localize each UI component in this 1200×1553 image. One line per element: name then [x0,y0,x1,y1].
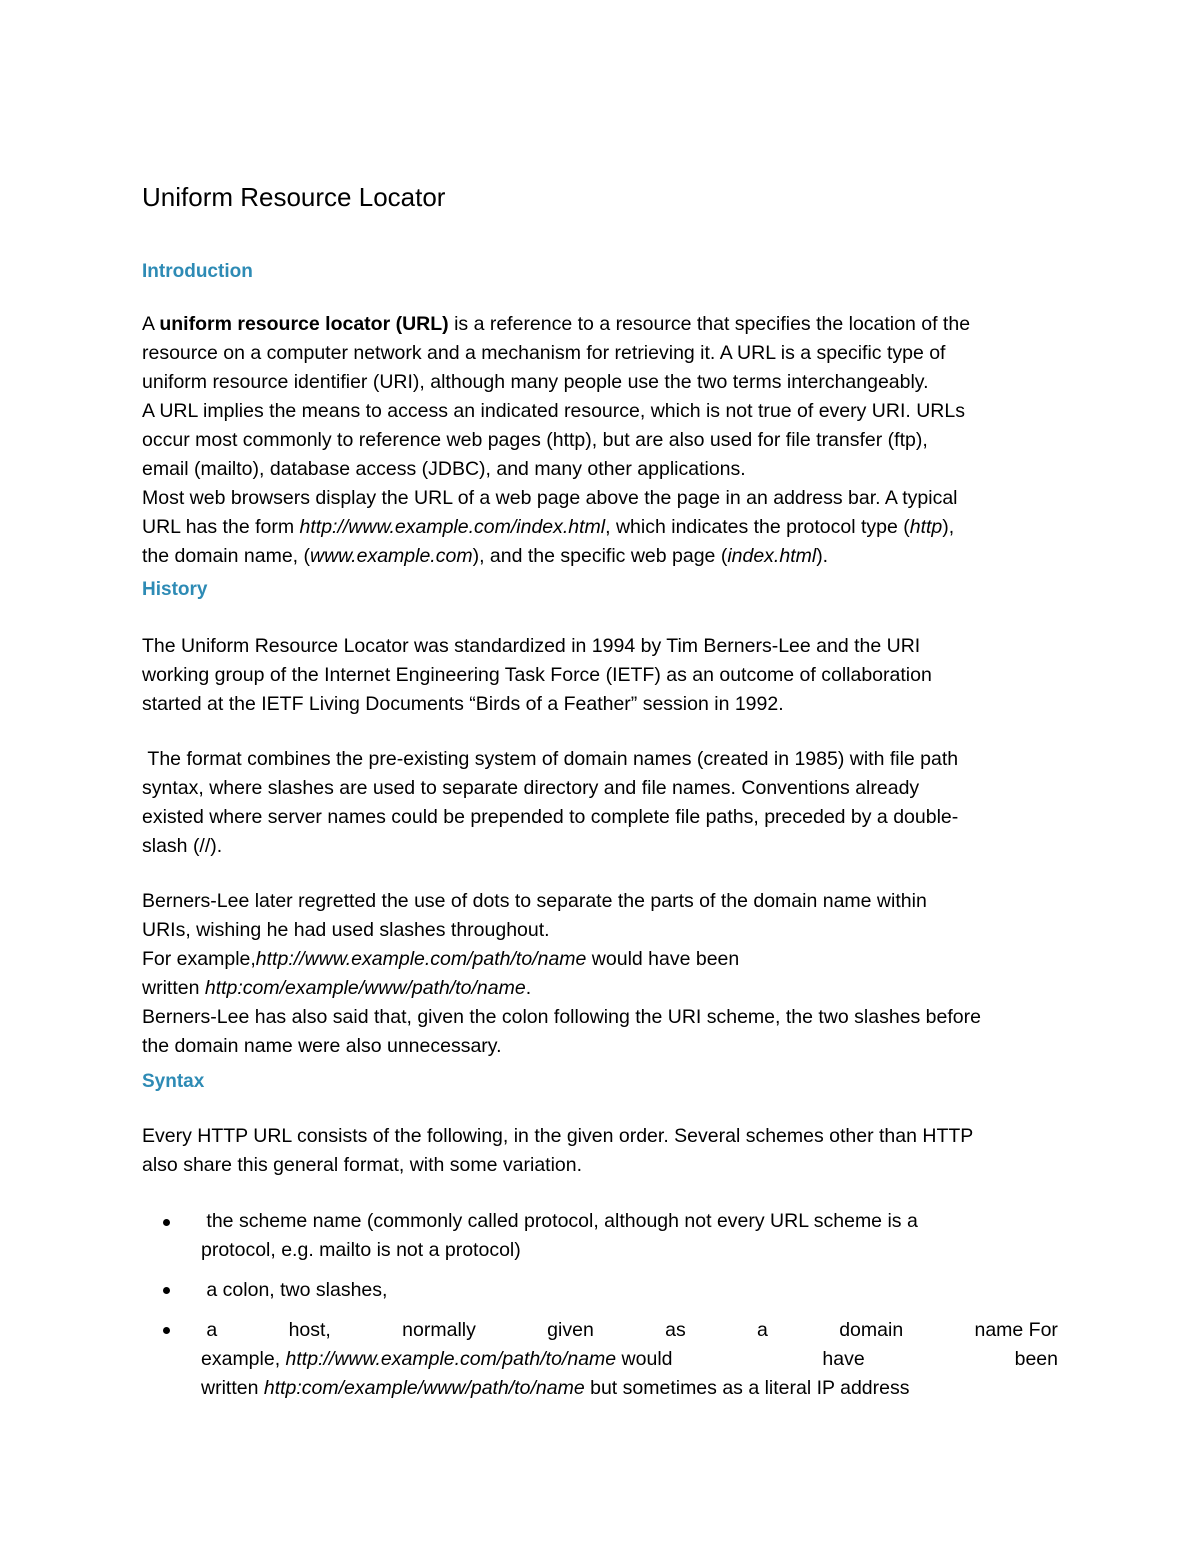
history-line: Berners-Lee later regretted the use of dots to separate the parts of the domain name within [142,890,927,912]
history-line: URIs, wishing he had used slashes throughout. [142,919,550,941]
list-item-word: host, [288,1319,331,1341]
intro-line: occur most commonly to reference web pages (http), but are also used for file transfer (ftp), [142,429,928,451]
intro-line: uniform resource identifier (URI), although many people use the two terms interchangeably. [142,371,929,393]
history-line: Berners-Lee has also said that, given the colon following the URI scheme, the two slashes before [142,1006,981,1028]
intro-line: URL has the form http://www.example.com/index.html, which indicates the protocol type (http), [142,516,955,538]
history-line: slash (//). [142,835,223,857]
list-item: the scheme name (commonly called protocol, although not every URL scheme is a protocol, e.g. mailto is not a protocol) [201,1210,918,1261]
intro-line: Most web browsers display the URL of a web page above the page in an address bar. A typical [142,487,958,509]
list-item-word: name For [974,1319,1058,1341]
history-line: started at the IETF Living Documents “Birds of a Feather” session in 1992. [142,693,784,715]
heading-introduction: Introduction [142,261,253,282]
page-title: Uniform Resource Locator [142,182,446,212]
history-line: The Uniform Resource Locator was standardized in 1994 by Tim Berners-Lee and the URI [142,635,921,657]
heading-syntax: Syntax [142,1071,205,1092]
history-line: The format combines the pre-existing system of domain names (created in 1985) with file path [142,748,959,770]
syntax-paragraph [142,1122,1058,1180]
list-item-word: a [201,1319,218,1341]
syntax-line: Every HTTP URL consists of the following, in the given order. Several schemes other than HTTP [142,1125,974,1147]
history-line: syntax, where slashes are used to separate directory and file names. Conventions already [142,777,920,799]
history-line: written http:com/example/www/path/to/name. [142,977,532,999]
intro-paragraph [142,310,1058,571]
history-line: working group of the Internet Engineering Task Force (IETF) as an outcome of collaboration [142,664,932,686]
bullet-icon [163,1287,170,1294]
bullet-icon [163,1219,170,1226]
bullet-icon [163,1327,170,1334]
list-item [201,1316,1058,1403]
history-line: existed where server names could be prepended to complete file paths, preceded by a double- [142,806,959,828]
list-item-word: given [547,1319,594,1341]
list-item-line: written http:com/example/www/path/to/name but sometimes as a literal IP address [201,1377,910,1399]
example-url-link: http://www.example.com/index.html [299,516,606,538]
history-paragraph-3 [142,887,1058,1061]
heading-history: History [142,579,208,600]
intro-line: A URL implies the means to access an indicated resource, which is not true of every URI. URLs [142,400,965,422]
list-item-word: as [665,1319,686,1341]
list-item-word: domain [839,1319,904,1341]
history-line: For example,http://www.example.com/path/to/name would have been [142,948,740,970]
intro-line: resource on a computer network and a mechanism for retrieving it. A URL is a specific type of [142,342,946,364]
list-item-word: a [757,1319,768,1341]
list-item-word: normally [402,1319,476,1341]
intro-line: email (mailto), database access (JDBC), and many other applications. [142,458,746,480]
intro-line: A uniform resource locator (URL) is a reference to a resource that specifies the location of the [142,313,971,335]
list-item-line: example, http://www.example.com/path/to/name would have been [201,1348,1058,1370]
list-item-line [201,1316,1058,1345]
history-paragraph-2 [142,745,1058,861]
intro-line: the domain name, (www.example.com), and the specific web page (index.html). [142,545,829,567]
history-paragraph-1 [142,632,1058,719]
list-item: a colon, two slashes, [201,1279,388,1301]
history-line: the domain name were also unnecessary. [142,1035,502,1057]
syntax-line: also share this general format, with some variation. [142,1154,583,1176]
